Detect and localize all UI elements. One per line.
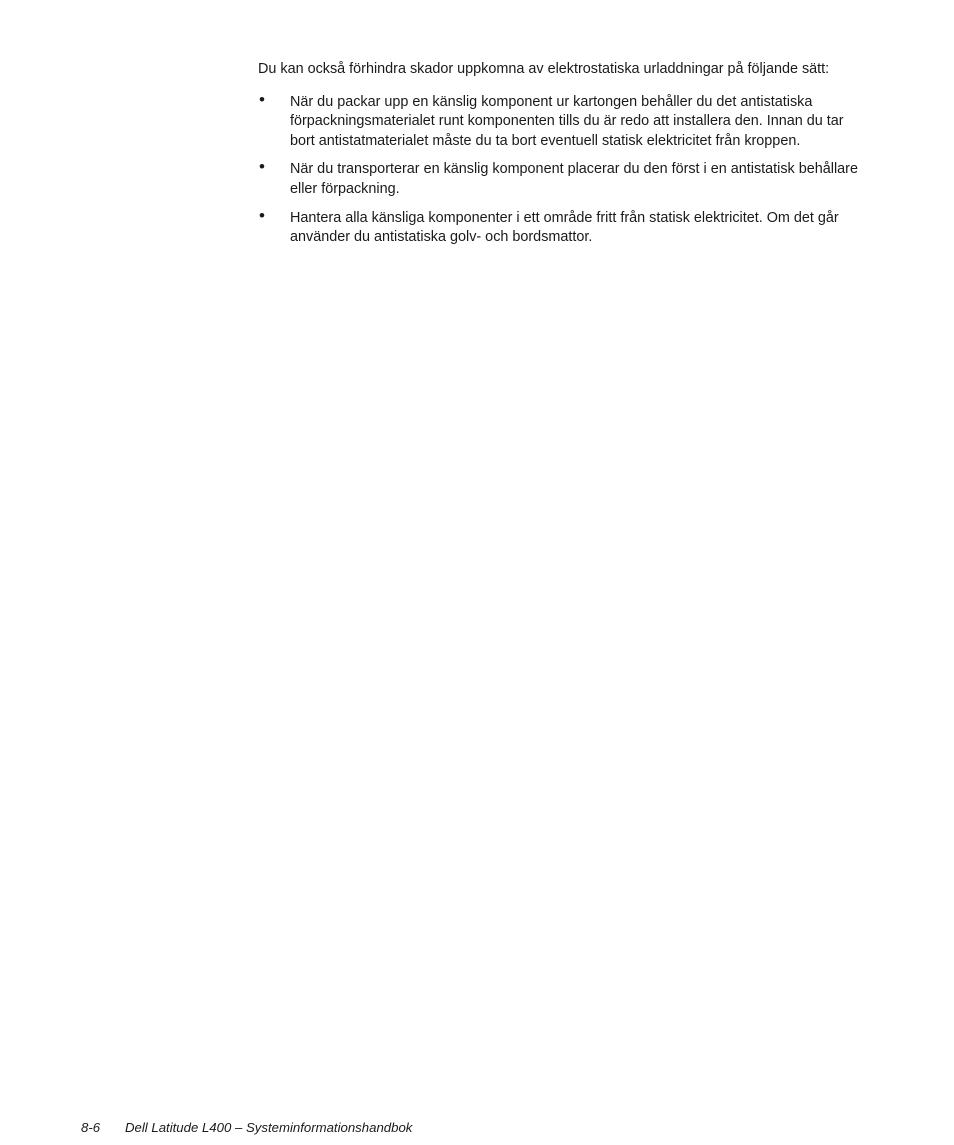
page-footer xyxy=(81,1119,412,1137)
document-title: Dell Latitude L400 – Systeminformationshandbok xyxy=(125,1120,413,1135)
bullet-list xyxy=(258,89,862,248)
bullet-icon: • xyxy=(259,157,265,177)
list-item xyxy=(258,89,862,152)
list-item xyxy=(258,157,862,199)
list-item xyxy=(258,205,862,248)
intro-paragraph: Du kan också förhindra skador uppkomna av elektrostatiska urladdningar på följande sätt: xyxy=(258,61,830,77)
page-number: 8-6 xyxy=(81,1120,101,1135)
bullet-icon: • xyxy=(259,205,265,225)
bullet-icon: • xyxy=(259,89,265,109)
bullet-text: När du packar upp en känslig komponent ur kartongen behåller du det antistatiska förpackningsmaterialet runt komponenten tills du är redo att installera den. Innan du tar bort antistatmaterialet måste du ta bort eventuell statisk elektricitet från kroppen. xyxy=(290,93,844,149)
main-content xyxy=(258,60,862,257)
bullet-text: När du transporterar en känslig komponent placerar du den först i en antistatisk behållare eller förpackning. xyxy=(290,161,858,197)
bullet-text: Hantera alla känsliga komponenter i ett område fritt från statisk elektricitet. Om det går använder du antistatiska golv- och bordsmattor. xyxy=(290,209,839,246)
